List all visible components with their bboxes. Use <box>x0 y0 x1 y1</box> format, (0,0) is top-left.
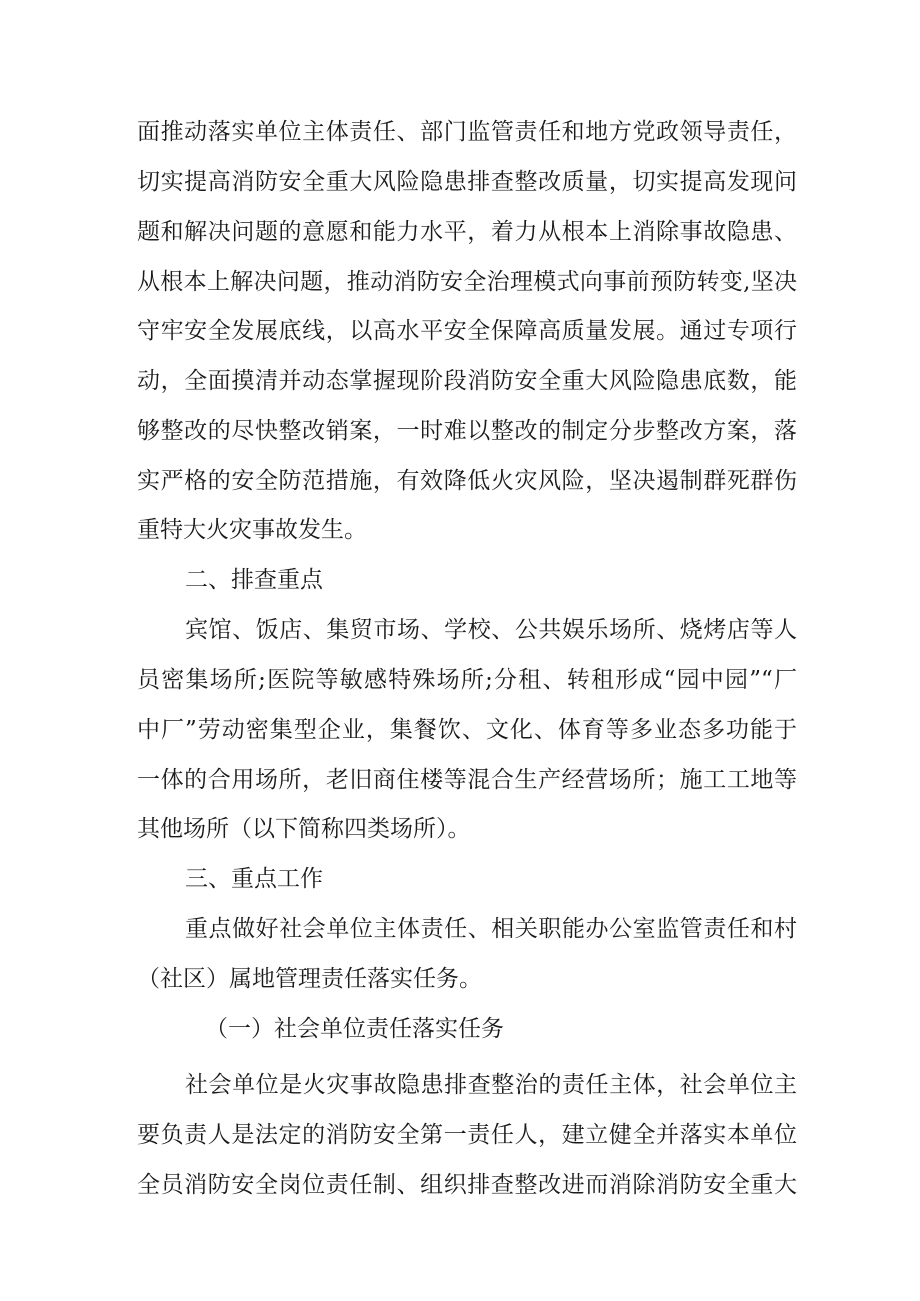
paragraph-line: 重点做好社会单位主体责任、相关职能办公室监管责任和村 <box>185 916 797 942</box>
paragraph-line: 守牢安全发展底线，以高水平安全保障高质量发展。通过专项行 <box>137 318 797 344</box>
paragraph-line: 中厂”劳动密集型企业，集餐饮、文化、体育等多业态多功能于 <box>137 717 797 743</box>
paragraph-line: 题和解决问题的意愿和能力水平，着力从根本上消除事故隐患、 <box>137 219 797 245</box>
paragraph-line: 其他场所（以下简称四类场所）。 <box>137 816 471 842</box>
paragraph-line: 够整改的尽快整改销案，一时难以整改的制定分步整改方案，落 <box>137 418 797 444</box>
subsection-heading-social-units: （一）社会单位责任落实任务 <box>205 1016 504 1042</box>
paragraph-line: （社区）属地管理责任落实任务。 <box>137 966 482 992</box>
paragraph-line: 一体的合用场所，老旧商住楼等混合生产经营场所；施工工地等 <box>137 767 797 793</box>
paragraph-line: 要负责人是法定的消防安全第一责任人，建立健全并落实本单位 <box>137 1122 797 1148</box>
paragraph-line: 面推动落实单位主体责任、部门监管责任和地方党政领导责任， <box>137 119 797 145</box>
section-heading-key-points: 二、排查重点 <box>185 567 323 593</box>
paragraph-line: 从根本上解决问题，推动消防安全治理模式向事前预防转变,坚决 <box>137 269 797 295</box>
paragraph-line: 重特大火灾事故发生。 <box>137 517 367 543</box>
paragraph-line: 宾馆、饭店、集贸市场、学校、公共娱乐场所、烧烤店等人 <box>185 617 797 643</box>
paragraph-line: 实严格的安全防范措施，有效降低火灾风险，坚决遏制群死群伤 <box>137 468 797 494</box>
section-heading-key-work: 三、重点工作 <box>185 866 323 892</box>
paragraph-line: 员密集场所;医院等敏感特殊场所;分租、转租形成“园中园”“厂 <box>137 667 797 693</box>
paragraph-line: 切实提高消防安全重大风险隐患排查整改质量，切实提高发现问 <box>137 169 797 195</box>
paragraph-line: 全员消防安全岗位责任制、组织排查整改进而消除消防安全重大 <box>137 1172 797 1198</box>
paragraph-line: 社会单位是火灾事故隐患排查整治的责任主体，社会单位主 <box>185 1072 797 1098</box>
paragraph-line: 动，全面摸清并动态掌握现阶段消防安全重大风险隐患底数，能 <box>137 368 797 394</box>
